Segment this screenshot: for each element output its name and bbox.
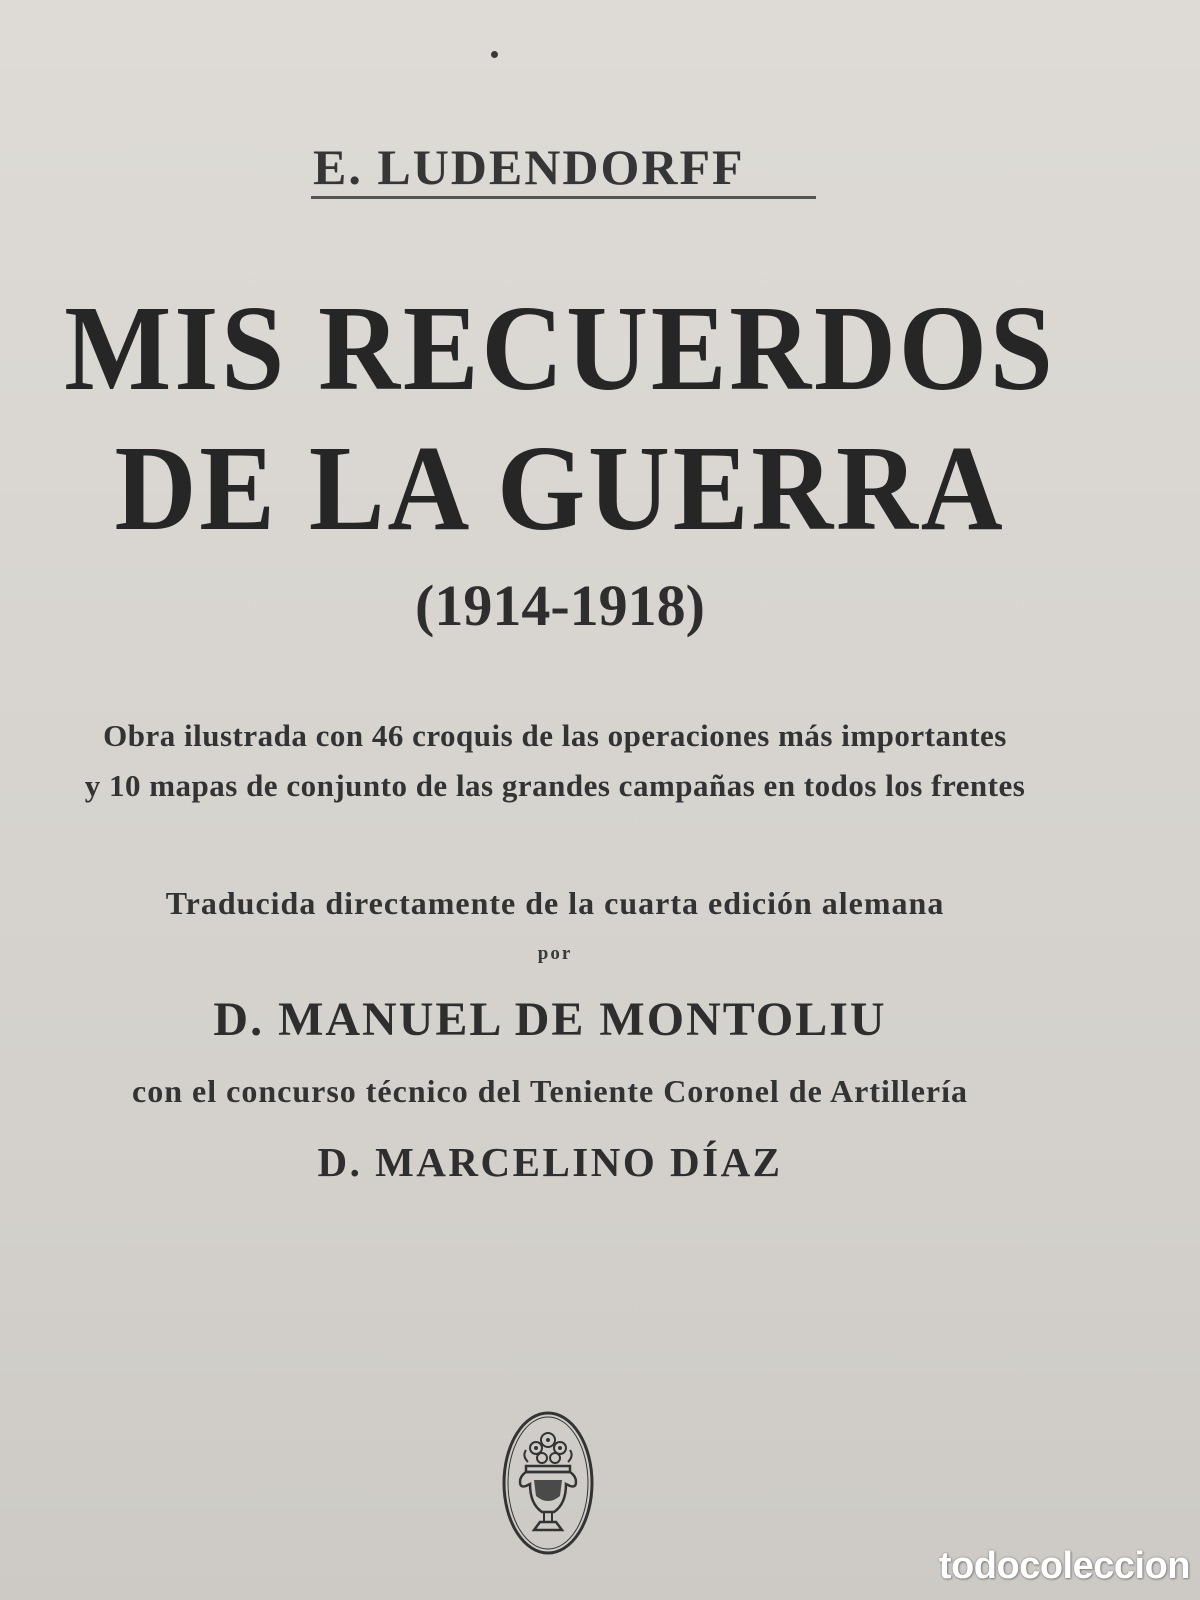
por-text: por bbox=[537, 943, 573, 964]
translator-name: D. MANUEL DE MONTOLIU bbox=[213, 993, 887, 1046]
translation-note: Traducida directamente de la cuarta edición alemana bbox=[165, 885, 945, 921]
author-underline bbox=[311, 196, 816, 199]
watermark-logo: todocoleccion bbox=[938, 1545, 1190, 1587]
description-line-1: Obra ilustrada con 46 croquis de las operaciones más importantes bbox=[103, 718, 1007, 753]
colonel-name: D. MARCELINO DÍAZ bbox=[317, 1139, 783, 1185]
urn-emblem-icon bbox=[500, 1410, 596, 1556]
description-line-2: y 10 mapas de conjunto de las grandes campañas en todos los frentes bbox=[84, 768, 1026, 803]
author-name: E. LUDENDORFF bbox=[313, 139, 745, 195]
book-title-line-2: DE LA GUERRA bbox=[114, 421, 1006, 556]
ink-dot bbox=[491, 51, 498, 58]
book-title-line-1: MIS RECUERDOS bbox=[64, 281, 1056, 416]
book-years: (1914-1918) bbox=[415, 573, 705, 638]
contribution-note: con el concurso técnico del Teniente Coronel de Artillería bbox=[132, 1073, 968, 1109]
